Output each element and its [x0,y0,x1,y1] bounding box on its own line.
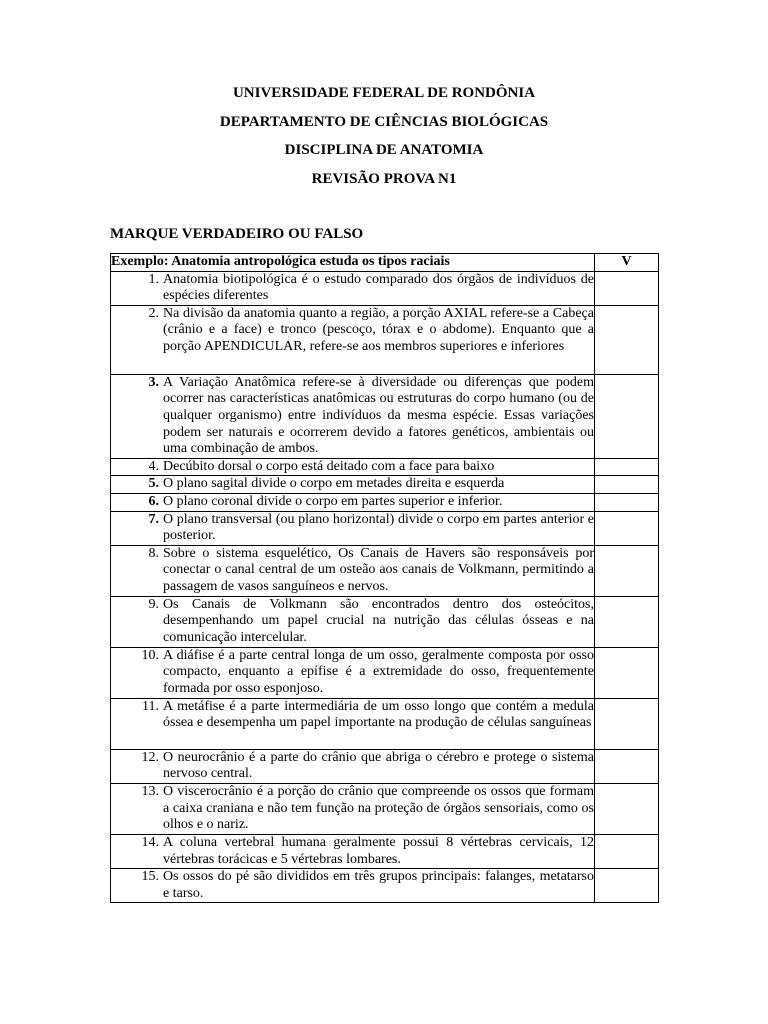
question-cell [111,271,595,305]
question-number: 6. [148,493,159,509]
question-cell [111,476,595,494]
question-text: Os Canais de Volkmann são encontrados dentro dos osteócitos, desempenhando um papel crucial na nutrição das células ósseas e na comunicação intercelular. [163,596,594,645]
question-row [111,783,659,834]
question-row [111,476,659,494]
question-row [111,596,659,647]
question-text: Anatomia biotipológica é o estudo comparado dos órgãos de indivíduos de espécies diferentes [163,271,594,304]
answer-cell[interactable] [595,749,659,783]
question-cell [111,458,595,476]
question-cell [111,749,595,783]
question-text: Decúbito dorsal o corpo está deitado com a face para baixo [163,458,495,474]
question-cell [111,698,595,749]
question-cell [111,783,595,834]
question-row [111,458,659,476]
question-number: 14. [141,834,159,850]
answer-cell[interactable] [595,834,659,868]
question-number: 11. [142,698,159,714]
example-row [111,254,659,272]
question-row [111,834,659,868]
question-number: 13. [141,783,159,799]
question-number: 4. [148,458,159,474]
question-cell [111,869,595,903]
true-false-table [110,253,659,903]
question-number: 1. [148,271,159,287]
department-name: DEPARTAMENTO DE CIÊNCIAS BIOLÓGICAS [219,113,549,130]
question-text: O plano coronal divide o corpo em partes superior e inferior. [163,493,503,509]
question-cell [111,511,595,545]
question-text: A Variação Anatômica refere-se à diversidade ou diferenças que podem ocorrer nas características anatômicas ou estruturas do corpo humano (ou de qualquer organismo) entre indivíduos da mesma espécie. Essas variações podem ser naturais e ocorrerem devido a fatores genéticos, ambientais ou uma combinação de ambos. [163,374,594,457]
answer-cell[interactable] [595,869,659,903]
answer-cell[interactable] [595,647,659,698]
question-text: O viscerocrânio é a porção do crânio que compreende os ossos que formam a caixa craniana e não tem função na proteção de órgãos sensoriais, como os olhos e o nariz. [163,783,594,833]
question-text: Os ossos do pé são divididos em três grupos principais: falanges, metatarso e tarso. [163,869,594,901]
question-number: 2. [148,305,159,321]
question-cell [111,834,595,868]
question-text: A coluna vertebral humana geralmente possui 8 vértebras cervicais, 12 vértebras torácicas e 5 vértebras lombares. [163,834,594,867]
question-row [111,374,659,458]
answer-cell[interactable] [595,476,659,494]
question-text: O neurocrânio é a parte do crânio que abriga o cérebro e protege o sistema nervoso central. [163,749,594,782]
question-row [111,698,659,749]
answer-cell[interactable] [595,271,659,305]
question-number: 12. [141,749,159,765]
answer-cell[interactable] [595,493,659,511]
question-number: 15. [141,869,159,885]
question-number: 3. [148,374,159,390]
question-cell [111,545,595,596]
question-text: O plano transversal (ou plano horizontal) divide o corpo em partes anterior e posterior. [163,511,594,544]
question-row [111,545,659,596]
answer-cell[interactable] [595,545,659,596]
question-row [111,869,659,903]
answer-cell[interactable] [595,374,659,458]
exam-title: REVISÃO PROVA N1 [311,170,457,187]
university-name: UNIVERSIDADE FEDERAL DE RONDÔNIA [232,85,536,101]
answer-cell[interactable] [595,458,659,476]
question-cell [111,647,595,698]
question-row [111,749,659,783]
question-row [111,271,659,305]
example-answer: V [595,254,659,272]
answer-cell[interactable] [595,596,659,647]
question-number: 9. [148,596,159,612]
instruction-text: MARQUE VERDADEIRO OU FALSO [110,226,364,242]
question-cell [111,374,595,458]
discipline-name: DISCIPLINA DE ANATOMIA [284,142,484,158]
question-row [111,511,659,545]
answer-cell[interactable] [595,511,659,545]
answer-cell[interactable] [595,305,659,374]
question-text: O plano sagital divide o corpo em metades direita e esquerda [163,476,505,492]
question-number: 10. [141,647,159,663]
question-row [111,493,659,511]
question-text: Sobre o sistema esquelético, Os Canais de Havers são responsáveis por conectar o canal central de um osteão aos canais de Volkmann, permitindo a passagem de vasos sanguíneos e nervos. [163,545,594,594]
question-number: 5. [148,476,159,492]
question-cell [111,493,595,511]
question-text: Na divisão da anatomia quanto a região, a porção AXIAL refere-se a Cabeça (crânio e a face) e tronco (pescoço, tórax e o abdome). Enquanto que a porção APENDICULAR, refere-se aos membros superiores e inferiores [163,305,594,354]
question-row [111,305,659,374]
question-cell [111,305,595,374]
question-number: 7. [148,511,159,527]
question-row [111,647,659,698]
question-text: A metáfise é a parte intermediária de um osso longo que contém a medula óssea e desempenha um papel importante na produção de células sanguíneas [163,698,594,731]
document-header [0,84,768,198]
answer-cell[interactable] [595,698,659,749]
question-text: A diáfise é a parte central longa de um osso, geralmente composta por osso compacto, enquanto a epífise é a extremidade do osso, frequentemente formada por osso esponjoso. [163,647,594,696]
answer-cell[interactable] [595,783,659,834]
question-number: 8. [148,545,159,561]
question-cell [111,596,595,647]
example-statement: Exemplo: Anatomia antropológica estuda os tipos raciais [111,254,595,272]
